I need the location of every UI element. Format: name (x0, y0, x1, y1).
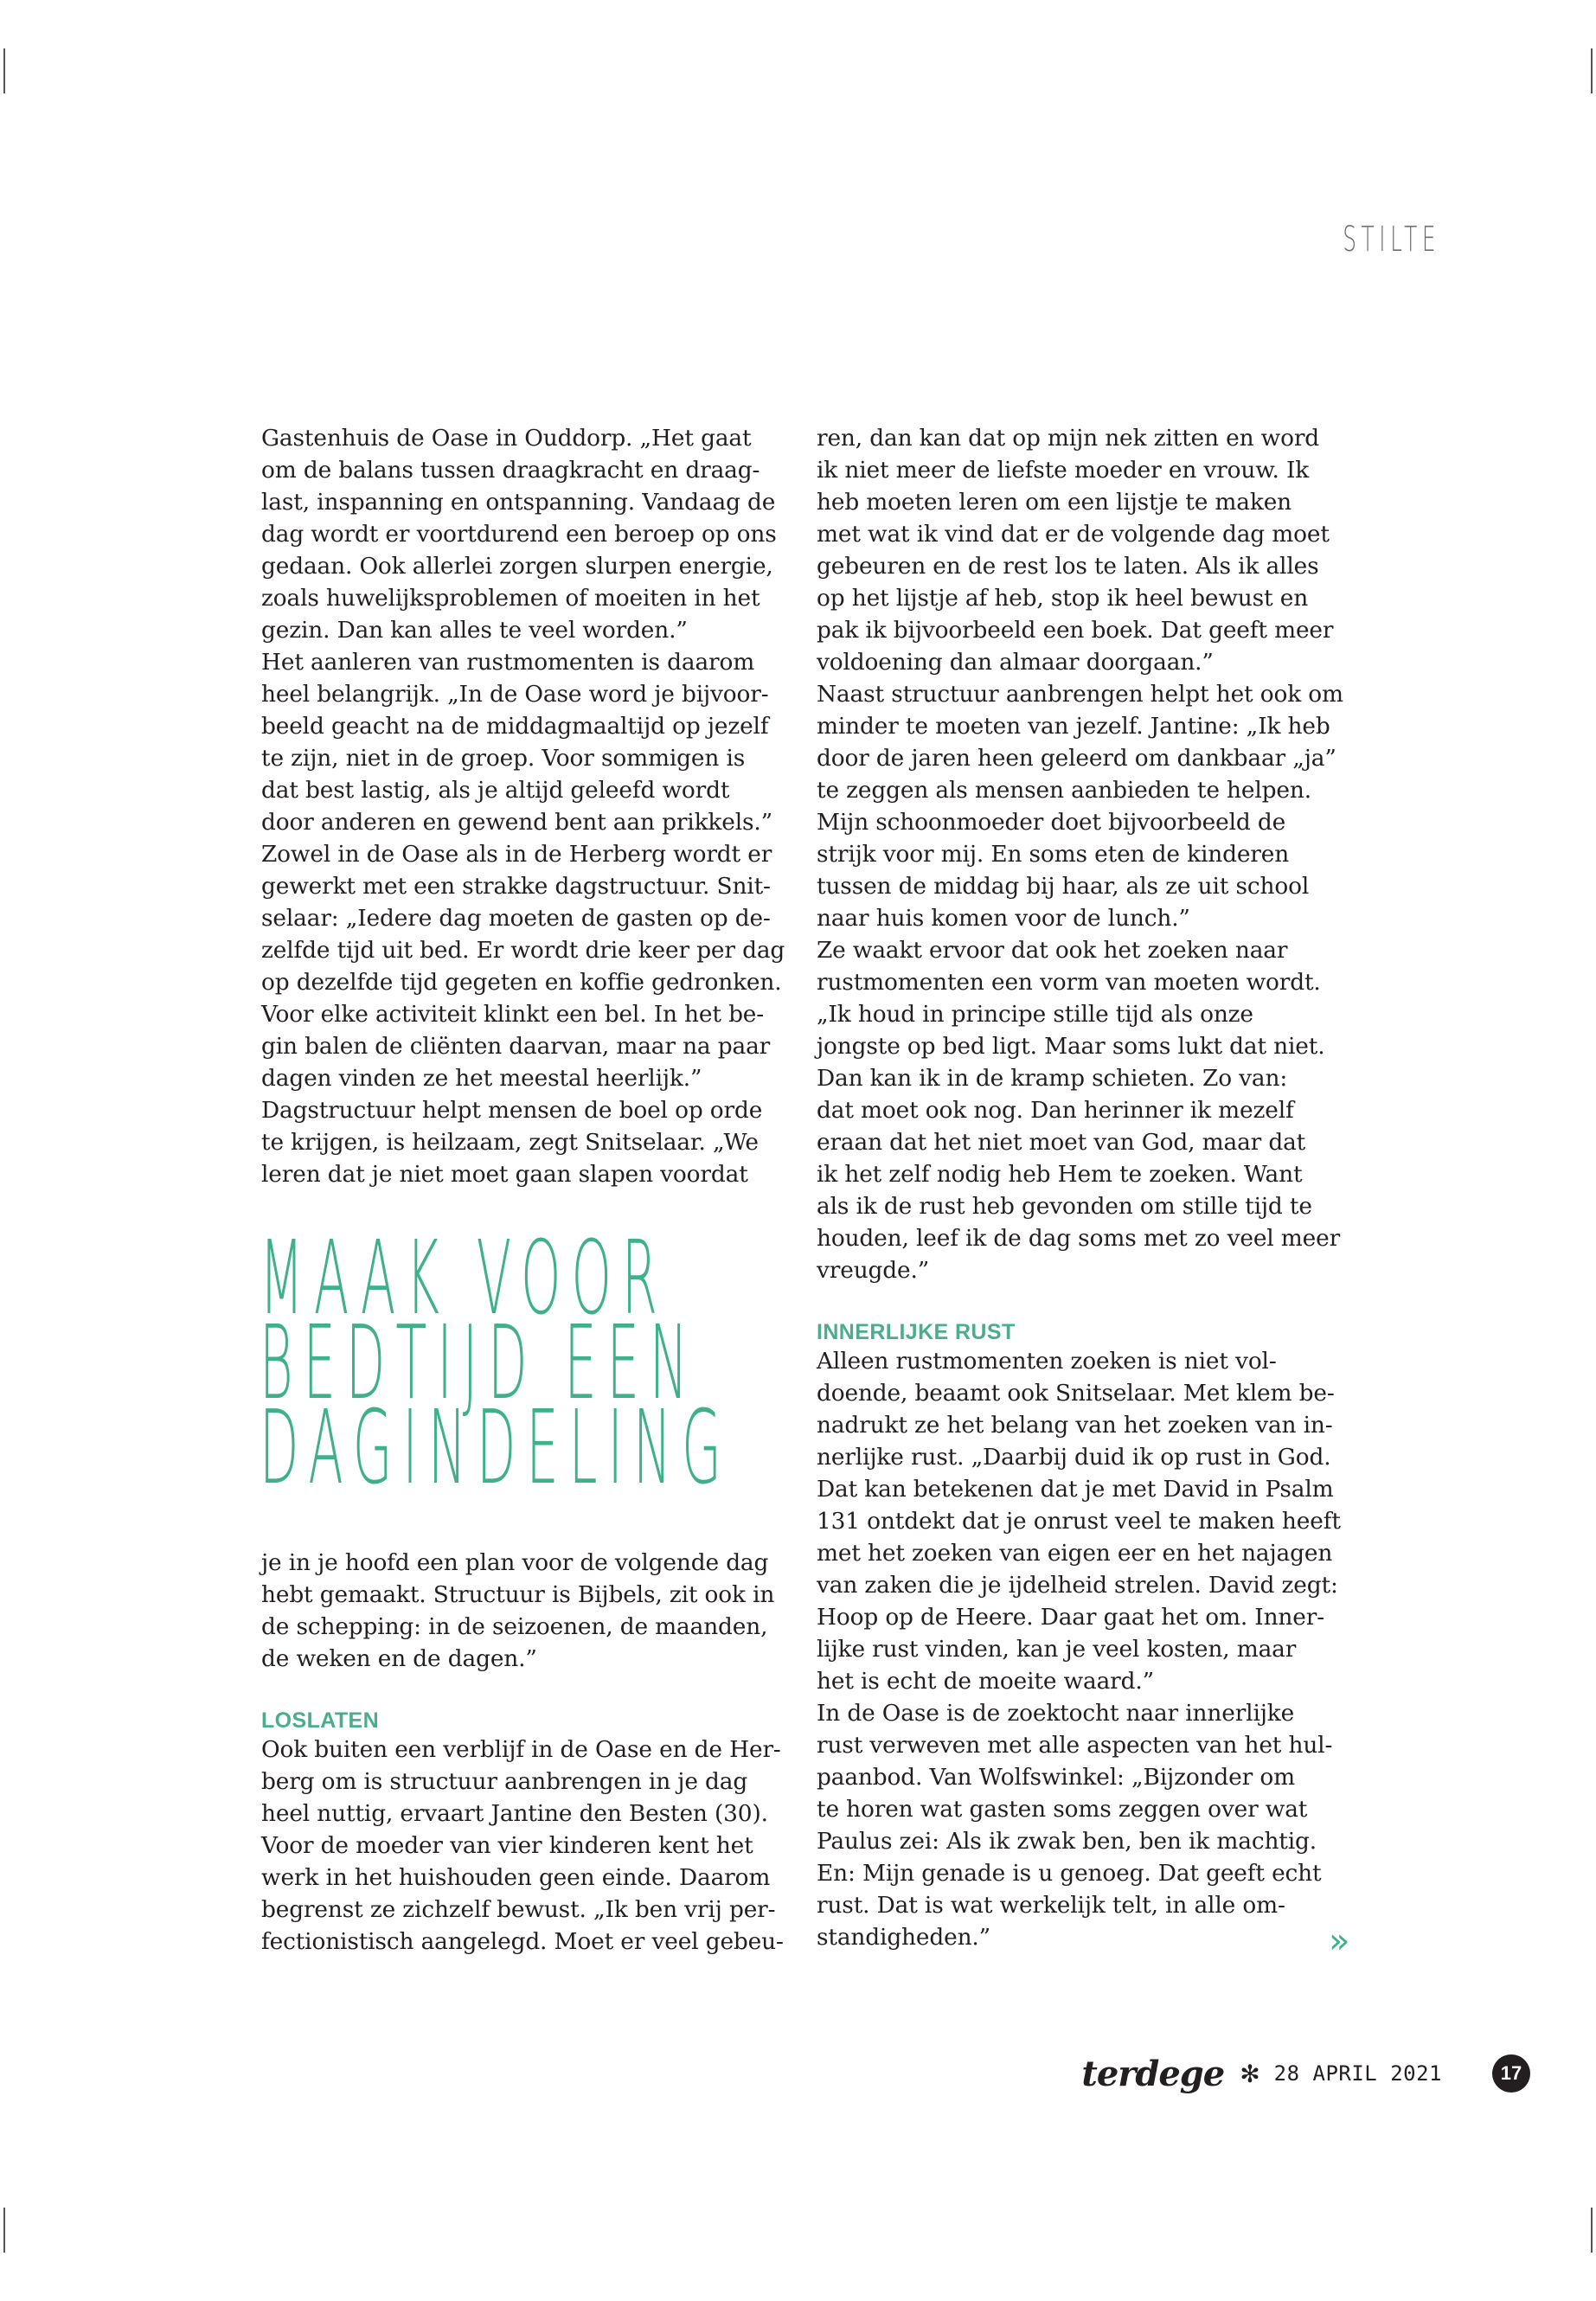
text-line: rust. Dat is wat werkelijk telt, in alle om- (817, 1892, 1285, 1919)
text-line: standigheden.” (817, 1924, 991, 1951)
text-line: zelfde tijd uit bed. Er wordt drie keer per dag (261, 937, 785, 964)
text-line: op dezelfde tijd gegeten en koffie gedronken. (261, 969, 782, 996)
paragraph (261, 838, 784, 1094)
text-line: dagen vinden ze het meestal heerlijk.” (261, 1065, 702, 1092)
text-line: dat moet ook nog. Dan herinner ik mezelf (817, 1097, 1294, 1124)
asterisk-icon: ✻ (1240, 2059, 1260, 2088)
text-line: heel belangrijk. „In de Oase word je bijvoor- (261, 681, 769, 708)
right-upper-text (817, 422, 1343, 1286)
text-line: strijk voor mij. En soms eten de kinderen (817, 841, 1290, 868)
pull-quote-line: BEDTIJD EEN (260, 1303, 699, 1422)
continue-arrow-icon: » (1329, 1921, 1350, 1961)
text-line: te horen wat gasten soms zeggen over wat (817, 1796, 1308, 1823)
text-line: Dan kan ik in de kramp schieten. Zo van: (817, 1065, 1288, 1092)
text-line: Zowel in de Oase als in de Herberg wordt er (261, 841, 772, 868)
text-line: als ik de rust heb gevonden om stille tijd te (817, 1193, 1312, 1220)
text-line: tussen de middag bij haar, als ze uit school (817, 873, 1310, 900)
text-line: heb moeten leren om een lijstje te maken (817, 489, 1292, 516)
left-column-upper (261, 422, 784, 1190)
text-line: beeld geacht na de middagmaaltijd op jezelf (261, 713, 769, 740)
subhead-loslaten: LOSLATEN (261, 1708, 380, 1733)
text-line: berg om is structuur aanbrengen in je dag (261, 1768, 748, 1795)
text-line: gewerkt met een strakke dagstructuur. Snit- (261, 873, 771, 900)
text-line: op het lijstje af heb, stop ik heel bewust en (817, 585, 1309, 612)
paragraph (817, 1345, 1339, 1697)
text-line: nadrukt ze het belang van het zoeken van in- (817, 1412, 1333, 1439)
text-line: gezin. Dan kan alles te veel worden.” (261, 617, 688, 644)
text-line: met wat ik vind dat er de volgende dag moet (817, 521, 1330, 548)
text-line: gin balen de cliënten daarvan, maar na paar (261, 1033, 771, 1060)
text-line: met het zoeken van eigen eer en het najagen (817, 1540, 1333, 1567)
text-line: de schepping: in de seizoenen, de maanden, (261, 1613, 768, 1640)
text-line: Ze waakt ervoor dat ook het zoeken naar (817, 937, 1288, 964)
paragraph (261, 646, 784, 838)
text-line: het is echt de moeite waard.” (817, 1668, 1154, 1695)
text-line: Hoop op de Heere. Daar gaat het om. Inner- (817, 1604, 1324, 1631)
text-line: hebt gemaakt. Structuur is Bijbels, zit ook in (261, 1581, 775, 1608)
text-line: rustmomenten een vorm van moeten wordt. (817, 969, 1321, 996)
paragraph (817, 934, 1339, 1286)
text-line: door de jaren heen geleerd om dankbaar „ja” (817, 745, 1336, 772)
text-line: Voor elke activiteit klinkt een bel. In het be- (261, 1001, 765, 1028)
text-line: naar huis komen voor de lunch.” (817, 905, 1190, 932)
text-line: voldoening dan almaar doorgaan.” (817, 649, 1214, 676)
text-line: Gastenhuis de Oase in Ouddorp. „Het gaat (261, 425, 752, 452)
paragraph (817, 422, 1339, 678)
crop-mark-top-right (1591, 48, 1593, 93)
text-line: ik het zelf nodig heb Hem te zoeken. Want (817, 1161, 1303, 1188)
text-line: Ook buiten een verblijf in de Oase en de Her- (261, 1736, 781, 1763)
magazine-logo: terdege (1081, 2053, 1225, 2094)
innerlijke-rust-text (817, 1345, 1339, 1953)
text-line: Alleen rustmomenten zoeken is niet vol- (817, 1348, 1277, 1375)
paragraph (261, 1547, 784, 1675)
paragraph (817, 1697, 1339, 1953)
text-line: Mijn schoonmoeder doet bijvoorbeeld de (817, 809, 1286, 836)
text-line: houden, leef ik de dag soms met zo veel meer (817, 1225, 1341, 1252)
text-line: Dagstructuur helpt mensen de boel op orde (261, 1097, 763, 1124)
text-line: selaar: „Iedere dag moeten de gasten op de- (261, 905, 771, 932)
text-line: om de balans tussen draagkracht en draag- (261, 457, 760, 484)
page-footer (1081, 2048, 1530, 2099)
text-line: door anderen en gewend bent aan prikkels.” (261, 809, 773, 836)
text-line: pak ik bijvoorbeeld een boek. Dat geeft meer (817, 617, 1334, 644)
text-line: 131 ontdekt dat je onrust veel te maken heeft (817, 1508, 1341, 1535)
text-line: Dat kan betekenen dat je met David in Psalm (817, 1476, 1334, 1503)
text-line: te krijgen, is heilzaam, zegt Snitselaar. „We (261, 1129, 759, 1156)
crop-mark-top-left (3, 48, 5, 93)
paragraph (261, 422, 784, 646)
subhead-innerlijke-rust: INNERLIJKE RUST (817, 1320, 1016, 1344)
loslaten-text (261, 1734, 784, 1958)
text-line: Paulus zei: Als ik zwak ben, ben ik machtig. (817, 1828, 1317, 1855)
text-line: werk in het huishouden geen einde. Daarom (261, 1864, 771, 1891)
text-line: van zaken die je ijdelheid strelen. David zegt: (817, 1572, 1338, 1599)
text-line: gedaan. Ook allerlei zorgen slurpen energie, (261, 553, 773, 580)
right-column (817, 422, 1343, 1953)
text-line: je in je hoofd een plan voor de volgende dag (261, 1549, 769, 1576)
text-line: rust verweven met alle aspecten van het hul- (817, 1732, 1333, 1759)
crop-mark-bottom-left (3, 2208, 5, 2253)
text-line: fectionistisch aangelegd. Moet er veel gebeu- (261, 1928, 784, 1955)
text-line: leren dat je niet moet gaan slapen voordat (261, 1161, 748, 1188)
text-line: paanbod. Van Wolfswinkel: „Bijzonder om (817, 1764, 1295, 1791)
pull-quote-line: DAGINDELING (260, 1388, 732, 1507)
crop-mark-bottom-right (1591, 2208, 1593, 2253)
section-label: STILTE (1343, 220, 1440, 260)
text-line: dag wordt er voortdurend een beroep op ons (261, 521, 777, 548)
text-line: last, inspanning en ontspanning. Vandaag de (261, 489, 776, 516)
text-line: gebeuren en de rest los te laten. Als ik alles (817, 553, 1319, 580)
text-line: lijke rust vinden, kan je veel kosten, maar (817, 1636, 1297, 1663)
text-line: Naast structuur aanbrengen helpt het ook om (817, 681, 1343, 708)
text-line: ren, dan kan dat op mijn nek zitten en word (817, 425, 1320, 452)
text-line: doende, beaamt ook Snitselaar. Met klem be- (817, 1380, 1335, 1407)
paragraph (261, 1094, 784, 1190)
text-line: begrenst ze zichzelf bewust. „Ik ben vrij per- (261, 1896, 776, 1923)
text-line: heel nuttig, ervaart Jantine den Besten (30). (261, 1800, 768, 1827)
left-column-lower (261, 1547, 784, 1958)
text-line: minder te moeten van jezelf. Jantine: „Ik heb (817, 713, 1330, 740)
text-line: dat best lastig, als je altijd geleefd wordt (261, 777, 730, 804)
issue-date: 28 APRIL 2021 (1273, 2061, 1442, 2086)
page-number: 17 (1492, 2054, 1530, 2093)
paragraph (817, 678, 1343, 934)
text-line: Het aanleren van rustmomenten is daarom (261, 649, 755, 676)
text-line: In de Oase is de zoektocht naar innerlijke (817, 1700, 1295, 1727)
text-line: ik niet meer de liefste moeder en vrouw. Ik (817, 457, 1310, 484)
text-line: jongste op bed ligt. Maar soms lukt dat niet. (817, 1033, 1325, 1060)
text-line: te zeggen als mensen aanbieden te helpen. (817, 777, 1311, 804)
text-line: En: Mijn genade is u genoeg. Dat geeft echt (817, 1860, 1322, 1887)
text-line: „Ik houd in principe stille tijd als onze (817, 1001, 1253, 1028)
left-lower-text (261, 1547, 784, 1675)
text-line: nerlijke rust. „Daarbij duid ik op rust in God. (817, 1444, 1331, 1471)
pull-quote-line: MAAK VOOR (260, 1218, 668, 1337)
text-line: vreugde.” (817, 1257, 930, 1284)
text-line: Voor de moeder van vier kinderen kent het (261, 1832, 753, 1859)
text-line: eraan dat het niet moet van God, maar dat (817, 1129, 1306, 1156)
pull-quote (260, 1218, 732, 1507)
text-line: de weken en de dagen.” (261, 1645, 537, 1672)
paragraph (261, 1734, 784, 1958)
text-line: te zijn, niet in de groep. Voor sommigen is (261, 745, 746, 772)
text-line: zoals huwelijksproblemen of moeiten in het (261, 585, 760, 612)
